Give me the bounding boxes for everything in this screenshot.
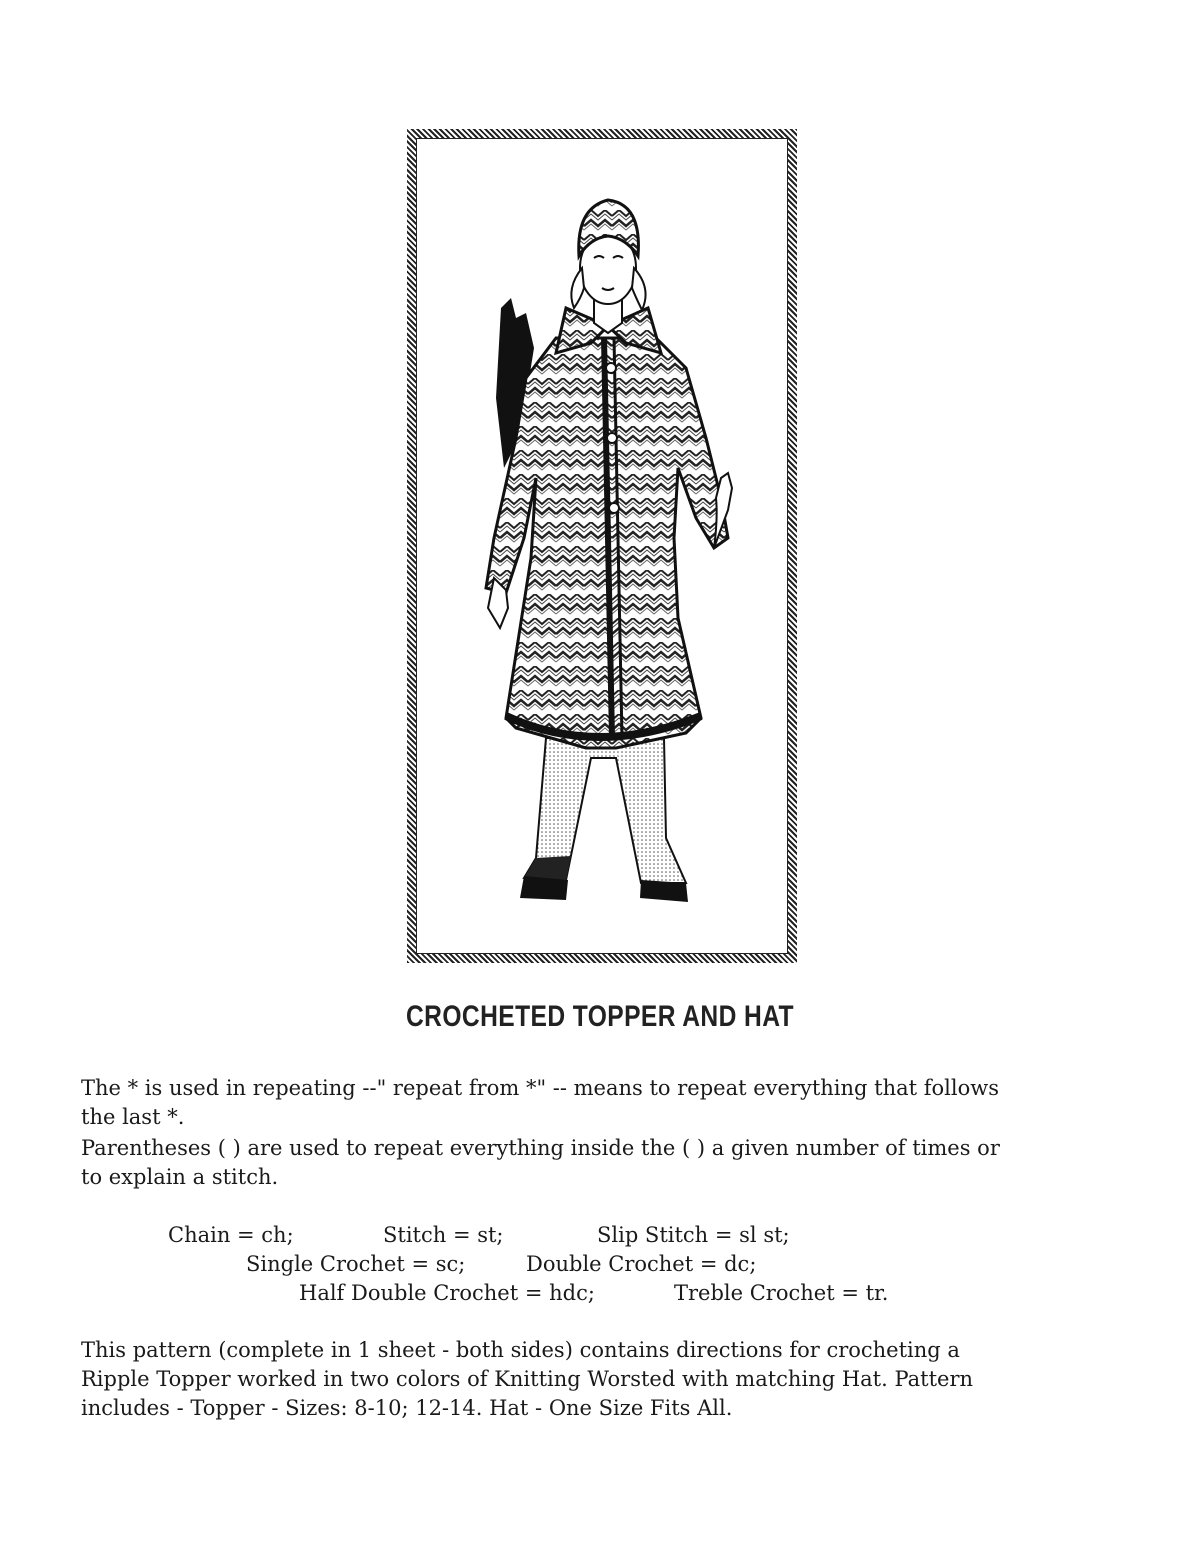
pattern-title: CROCHETED TOPPER AND HAT bbox=[406, 1000, 794, 1033]
pattern-description bbox=[81, 1336, 1131, 1423]
repeat-note-line2: the last *. bbox=[81, 1105, 185, 1129]
paren-note-line1: Parentheses ( ) are used to repeat everything inside the ( ) a given number of times or bbox=[81, 1136, 1000, 1160]
abbr-chain: Chain = ch; bbox=[168, 1223, 294, 1247]
repeat-note-line1: The * is used in repeating --" repeat from *" -- means to repeat everything that follows bbox=[81, 1076, 999, 1100]
abbr-single-crochet: Single Crochet = sc; bbox=[246, 1252, 466, 1276]
illustration-frame bbox=[407, 129, 797, 963]
abbr-treble-crochet: Treble Crochet = tr. bbox=[674, 1281, 889, 1305]
abbr-half-double-crochet: Half Double Crochet = hdc; bbox=[299, 1281, 595, 1305]
abbreviation-row-3 bbox=[299, 1279, 888, 1308]
desc-line1: This pattern (complete in 1 sheet - both sides) contains directions for crocheting a bbox=[81, 1338, 960, 1362]
woman-in-ripple-topper-and-hat-illustration bbox=[416, 138, 788, 954]
abbr-double-crochet: Double Crochet = dc; bbox=[526, 1252, 757, 1276]
desc-line3: includes - Topper - Sizes: 8-10; 12-14. Hat - One Size Fits All. bbox=[81, 1396, 733, 1420]
parentheses-note bbox=[81, 1134, 1131, 1192]
desc-line2: Ripple Topper worked in two colors of Knitting Worsted with matching Hat. Pattern bbox=[81, 1367, 974, 1391]
abbr-slip-stitch: Slip Stitch = sl st; bbox=[597, 1223, 790, 1247]
abbr-stitch: Stitch = st; bbox=[383, 1223, 504, 1247]
abbreviation-row-2 bbox=[246, 1250, 756, 1279]
repeat-note bbox=[81, 1074, 1131, 1132]
paren-note-line2: to explain a stitch. bbox=[81, 1165, 279, 1189]
abbreviation-row-1 bbox=[168, 1221, 790, 1250]
